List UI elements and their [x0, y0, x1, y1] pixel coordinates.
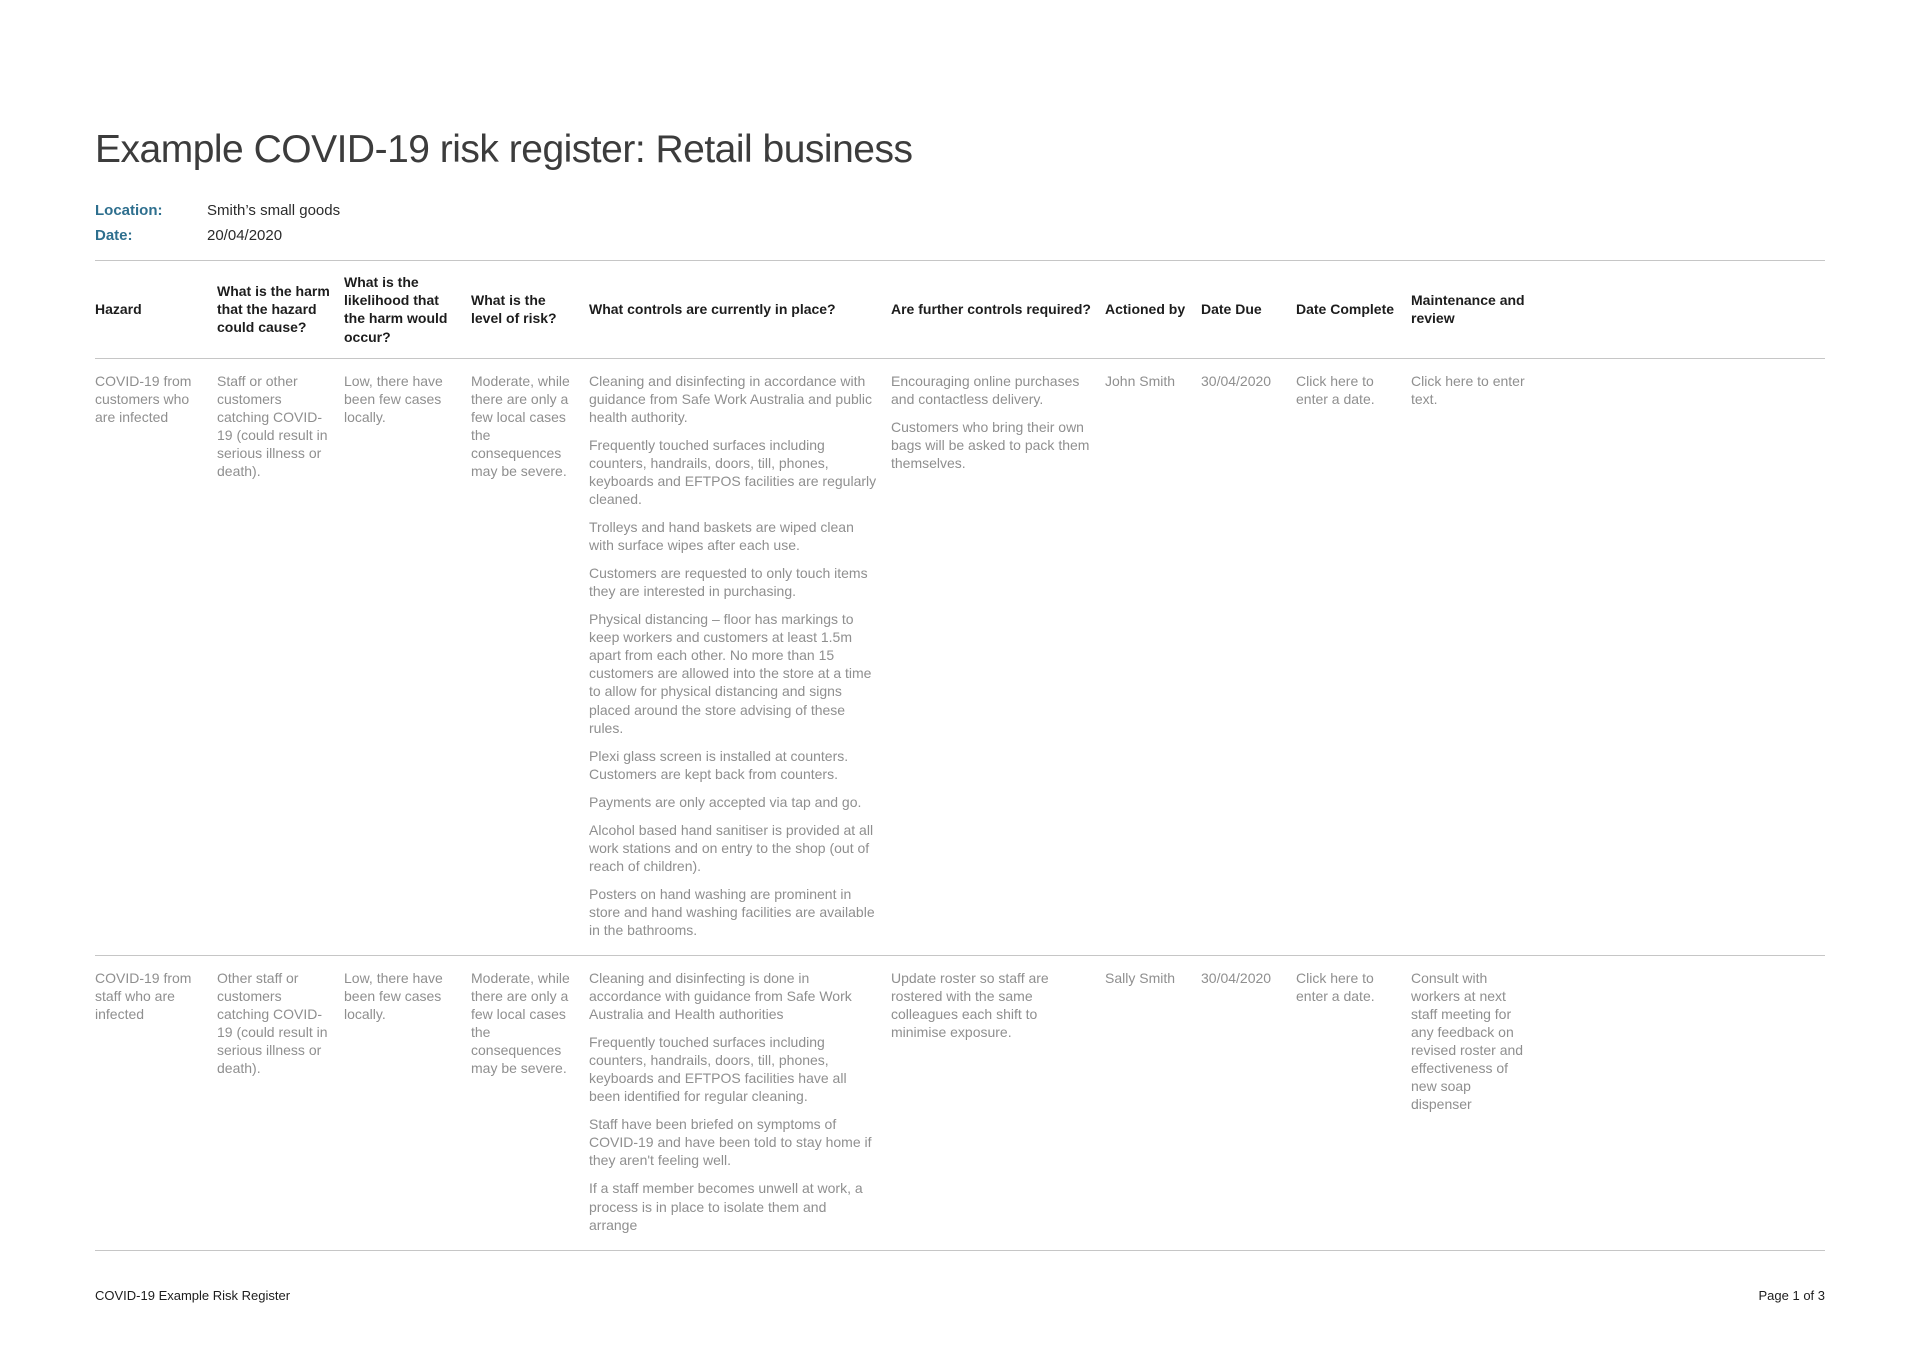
header-current-controls: What controls are currently in place?	[589, 301, 836, 318]
likelihood-cell: Low, there have been few cases locally.	[344, 372, 443, 425]
control-paragraph: Staff have been briefed on symptoms of COVID-19 and have been told to stay home if they aren't feeling well.	[589, 1116, 872, 1169]
hazard-cell: COVID-19 from customers who are infected	[95, 372, 192, 425]
control-paragraph: If a staff member becomes unwell at work, a process is in place to isolate them and arrange	[589, 1180, 863, 1233]
header-likelihood: What is the likelihood that the harm would occur?	[344, 274, 448, 345]
header-maintenance: Maintenance and review	[1411, 292, 1525, 327]
table-header-row	[95, 261, 1825, 359]
header-spacer	[1541, 261, 1825, 359]
date-complete-placeholder[interactable]: Click here to enter a date.	[1296, 372, 1375, 407]
header-hazard: Hazard	[95, 301, 142, 318]
spacer-cell	[1541, 956, 1825, 1251]
further-control-paragraph: Encouraging online purchases and contactless delivery.	[891, 372, 1080, 407]
location-row	[95, 202, 1825, 219]
control-paragraph: Frequently touched surfaces including counters, handrails, doors, till, phones, keyboards and EFTPOS facilities are regularly cleaned.	[589, 436, 877, 508]
risk-level-cell: Moderate, while there are only a few local cases the consequences may be severe.	[471, 970, 570, 1077]
maintenance-cell: Consult with workers at next staff meeting for any feedback on revised roster and effectiveness of new soap dispenser	[1411, 970, 1524, 1113]
footer-page-number: Page 1 of 3	[1758, 1288, 1825, 1303]
further-control-paragraph: Update roster so staff are rostered with the same colleagues each shift to minimise exposure.	[891, 970, 1049, 1041]
date-row	[95, 227, 1825, 244]
current-controls-cell	[589, 956, 891, 1251]
page-title: Example COVID-19 risk register: Retail business	[95, 128, 913, 171]
location-value: Smith’s small goods	[207, 202, 341, 219]
date-due-cell: 30/04/2020	[1201, 372, 1272, 389]
table-row	[95, 956, 1825, 1251]
spacer-cell	[1541, 358, 1825, 955]
harm-cell: Staff or other customers catching COVID-19 (could result in serious illness or death).	[217, 372, 328, 479]
control-paragraph: Cleaning and disinfecting in accordance with guidance from Safe Work Australia and public health authority.	[589, 372, 873, 425]
page-footer	[95, 1288, 1825, 1303]
date-value: 20/04/2020	[207, 227, 283, 244]
header-date-due: Date Due	[1201, 301, 1262, 318]
control-paragraph: Frequently touched surfaces including counters, handrails, doors, till, phones, keyboards and EFTPOS facilities have all been identified for regular cleaning.	[589, 1034, 847, 1105]
header-date-complete: Date Complete	[1296, 301, 1395, 318]
header-further-controls: Are further controls required?	[891, 301, 1091, 318]
control-paragraph: Cleaning and disinfecting is done in accordance with guidance from Safe Work Australia and Health authorities	[589, 970, 852, 1023]
control-paragraph: Alcohol based hand sanitiser is provided at all work stations and on entry to the shop (out of reach of children).	[589, 821, 874, 874]
meta-block	[95, 202, 1825, 244]
risk-register-table	[95, 260, 1825, 1251]
maintenance-placeholder[interactable]: Click here to enter text.	[1411, 372, 1525, 407]
table-row	[95, 358, 1825, 955]
further-controls-cell	[891, 358, 1105, 955]
header-harm: What is the harm that the hazard could cause?	[217, 283, 330, 336]
control-paragraph: Trolleys and hand baskets are wiped clean with surface wipes after each use.	[589, 519, 854, 554]
header-actioned-by: Actioned by	[1105, 301, 1186, 318]
date-due-cell: 30/04/2020	[1201, 970, 1272, 987]
risk-level-cell: Moderate, while there are only a few local cases the consequences may be severe.	[471, 372, 570, 479]
header-risk-level: What is the level of risk?	[471, 292, 557, 327]
control-paragraph: Customers are requested to only touch items they are interested in purchasing.	[589, 565, 868, 600]
actioned-by-cell: Sally Smith	[1105, 970, 1176, 987]
current-controls-cell	[589, 358, 891, 955]
further-controls-cell	[891, 956, 1105, 1251]
control-paragraph: Payments are only accepted via tap and go.	[589, 793, 862, 810]
date-complete-placeholder[interactable]: Click here to enter a date.	[1296, 970, 1375, 1005]
hazard-cell: COVID-19 from staff who are infected	[95, 970, 192, 1023]
date-label: Date:	[95, 227, 133, 244]
control-paragraph: Posters on hand washing are prominent in store and hand washing facilities are available in the bathrooms.	[589, 885, 875, 938]
further-control-paragraph: Customers who bring their own bags will be asked to pack them themselves.	[891, 418, 1090, 471]
control-paragraph: Plexi glass screen is installed at counters. Customers are kept back from counters.	[589, 747, 849, 782]
harm-cell: Other staff or customers catching COVID-19 (could result in serious illness or death).	[217, 970, 328, 1077]
footer-document-name: COVID-19 Example Risk Register	[95, 1288, 291, 1303]
likelihood-cell: Low, there have been few cases locally.	[344, 970, 443, 1023]
control-paragraph: Physical distancing – floor has markings to keep workers and customers at least 1.5m apart from each other. No more than 15 customers are allowed into the store at a time to allow for physical distancing and signs placed around the store advising of these rules.	[589, 611, 872, 736]
location-label: Location:	[95, 202, 163, 219]
actioned-by-cell: John Smith	[1105, 372, 1176, 389]
